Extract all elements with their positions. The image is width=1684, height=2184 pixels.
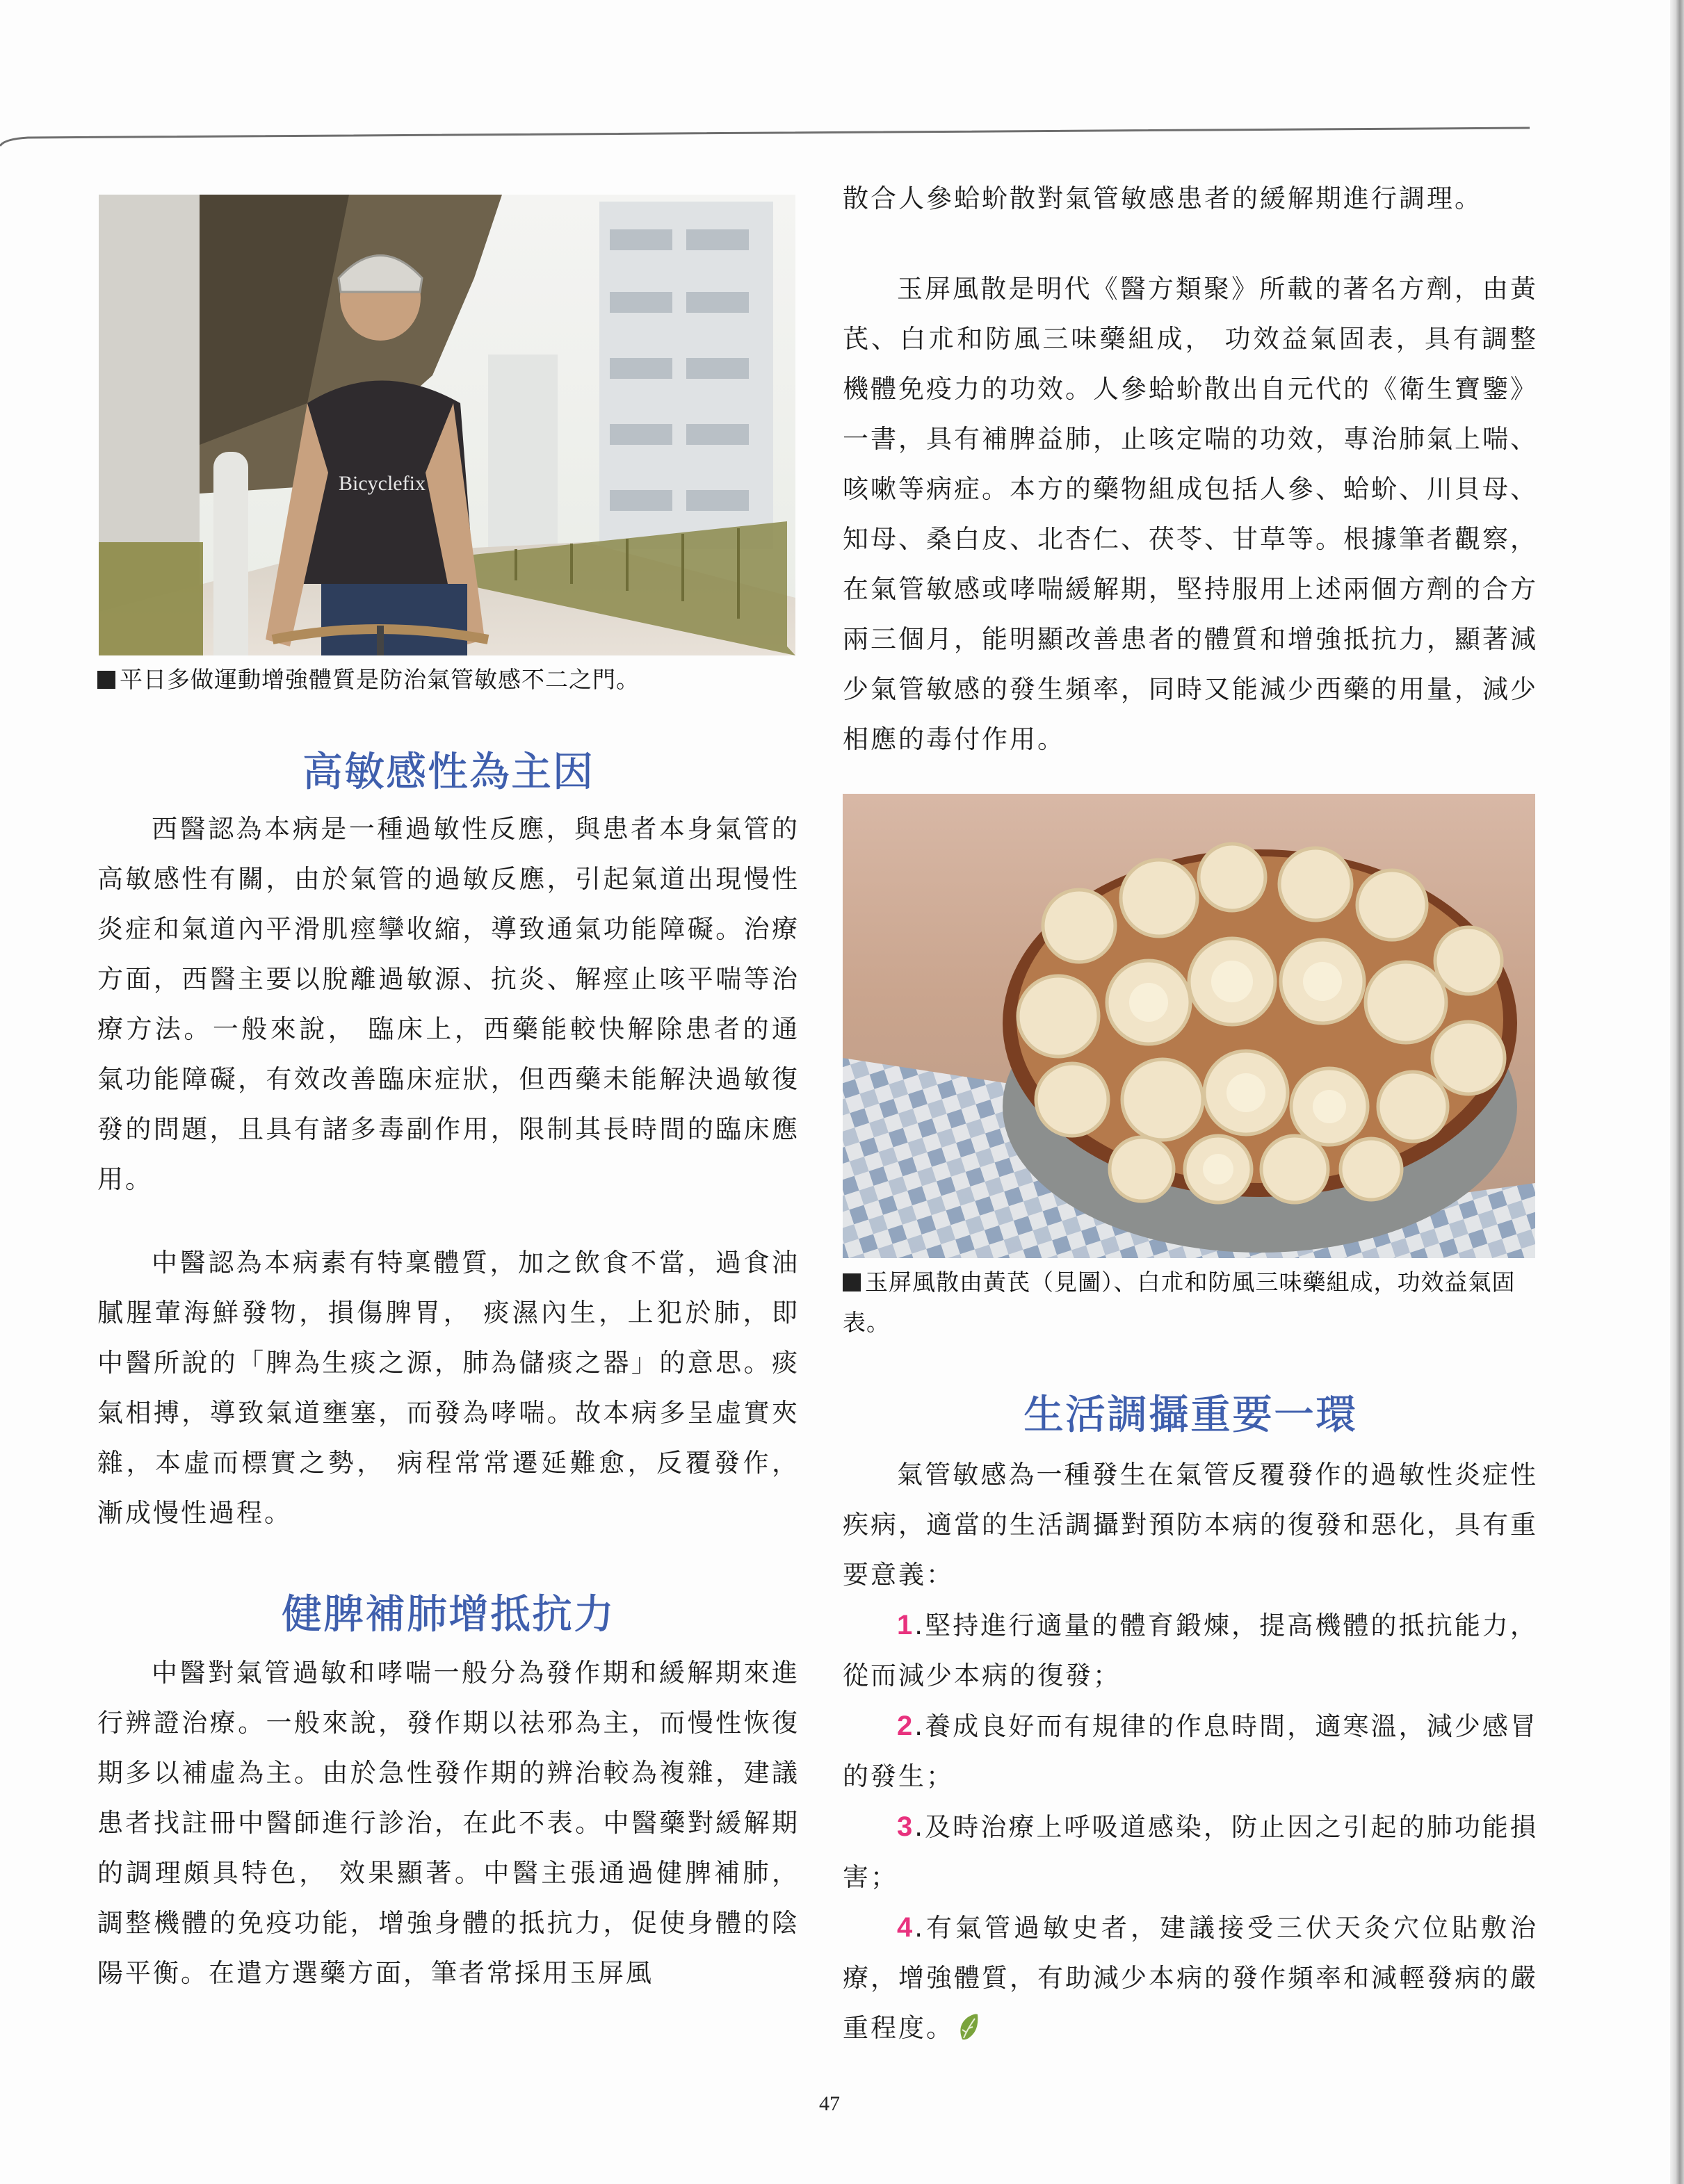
caption-bullet-icon — [97, 671, 115, 689]
left-column — [97, 195, 800, 1998]
paragraph-continuation: 散合人參蛤蚧散對氣管敏感患者的緩解期進行調理。 — [843, 184, 1482, 213]
herb-bowl-photo — [843, 794, 1535, 1258]
list-item-2: 2.養成良好而有規律的作息時間，適寒溫，減少感冒的發生； — [843, 1711, 1538, 1791]
cyclist-photo-caption: 平日多做運動增強體質是防治氣管敏感不二之門。 — [97, 660, 800, 700]
list-number: 3 — [897, 1811, 915, 1842]
list-item-4: 4.有氣管過敏史者，建議接受三伏天灸穴位貼敷治療，增強體質，有助減少本病的發作頻率和減輕發病的嚴重程度。 — [843, 1912, 1538, 2043]
section-heading-spleen-lung: 健脾補肺增抵抗力 — [281, 1590, 615, 1638]
shirt-print: Bicyclefix — [339, 472, 426, 495]
herb-photo-caption: 玉屏風散由黃芪（見圖）、白朮和防風三味藥組成，功效益氣固表。 — [843, 1269, 1516, 1336]
paragraph-tcm-view: 中醫認為本病素有特稟體質，加之飲食不當，過食油膩腥葷海鮮發物，損傷脾胃， 痰濕內生，上犯於肺，即中醫所說的「脾為生痰之源，肺為儲痰之器」的意思。痰氣相搏，導致氣道壅塞，而發為哮喘。故本病多呈虛實夾雜，本虛而標實之勢， 病程常常遷延難愈，反覆發作，漸成慢性過程。 — [97, 1248, 800, 1528]
paragraph-formula: 玉屏風散是明代《醫方類聚》所載的著名方劑，由黃芪、白朮和防風三味藥組成， 功效益氣固表，具有調整機體免疫力的功效。人參蛤蚧散出自元代的《衛生寶鑒》一書，具有補脾益肺，止咳定喘的功效，專治肺氣上喘、咳嗽等病症。本方的藥物組成包括人參、蛤蚧、川貝母、知母、桑白皮、北杏仁、茯苓、甘草等。根據筆者觀察，在氣管敏感或哮喘緩解期，堅持服用上述兩個方劑的合方兩三個月，能明顯改善患者的體質和增強抵抗力，顯著減少氣管敏感的發生頻率，同時又能減少西藥的用量，減少相應的毒付作用。 — [843, 274, 1538, 754]
paragraph-tcm-treatment: 中醫對氣管過敏和哮喘一般分為發作期和緩解期來進行辨證治療。一般來說，發作期以祛邪為主，而慢性恢復期多以補虛為主。由於急性發作期的辨治較為複雜，建議患者找註冊中醫師進行診治，在此不表。中醫藥對緩解期的調理頗具特色， 效果顯著。中醫主張通過健脾補肺，調整機體的免疫功能，增強身體的抵抗力，促使身體的陰陽平衡。在遣方選藥方面，筆者常採用玉屏風 — [97, 1658, 800, 1988]
list-number: 2 — [897, 1711, 915, 1741]
right-column — [843, 174, 1538, 2053]
paragraph-western-medicine: 西醫認為本病是一種過敏性反應，與患者本身氣管的高敏感性有關，由於氣管的過敏反應，引起氣道出現慢性炎症和氣道內平滑肌痙攣收縮，導致通氣功能障礙。治療方面，西醫主要以脫離過敏源、抗炎、解痙止咳平喘等治療方法。一般來說， 臨床上，西藥能較快解除患者的通氣功能障礙，有效改善臨床症狀，但西藥未能解決過敏復發的問題，且具有諸多毒副作用，限制其長時間的臨床應用。 — [97, 814, 800, 1194]
herb-bowl-illustration — [843, 794, 1535, 1258]
section-heading-hypersensitivity: 高敏感性為主因 — [302, 748, 594, 795]
list-number: 4 — [897, 1912, 915, 1943]
list-number: 1 — [897, 1610, 915, 1640]
leaf-icon — [958, 2013, 979, 2041]
header-rule — [0, 125, 1530, 153]
page-number: 47 — [819, 2092, 840, 2115]
caption-bullet-icon — [843, 1273, 861, 1291]
list-item-1: 1.堅持進行適量的體育鍛煉，提高機體的抵抗能力，從而減少本病的復發； — [843, 1610, 1538, 1690]
cyclist-illustration — [99, 195, 795, 655]
paragraph-lifestyle-intro: 氣管敏感為一種發生在氣管反覆發作的過敏性炎症性疾病，適當的生活調攝對預防本病的復發和惡化，具有重要意義： — [843, 1460, 1538, 1590]
cyclist-photo — [99, 195, 795, 655]
list-item-3: 3.及時治療上呼吸道感染，防止因之引起的肺功能損害； — [843, 1811, 1538, 1892]
page-binding-edge — [1670, 0, 1684, 2184]
section-heading-lifestyle: 生活調攝重要一環 — [1023, 1391, 1357, 1438]
